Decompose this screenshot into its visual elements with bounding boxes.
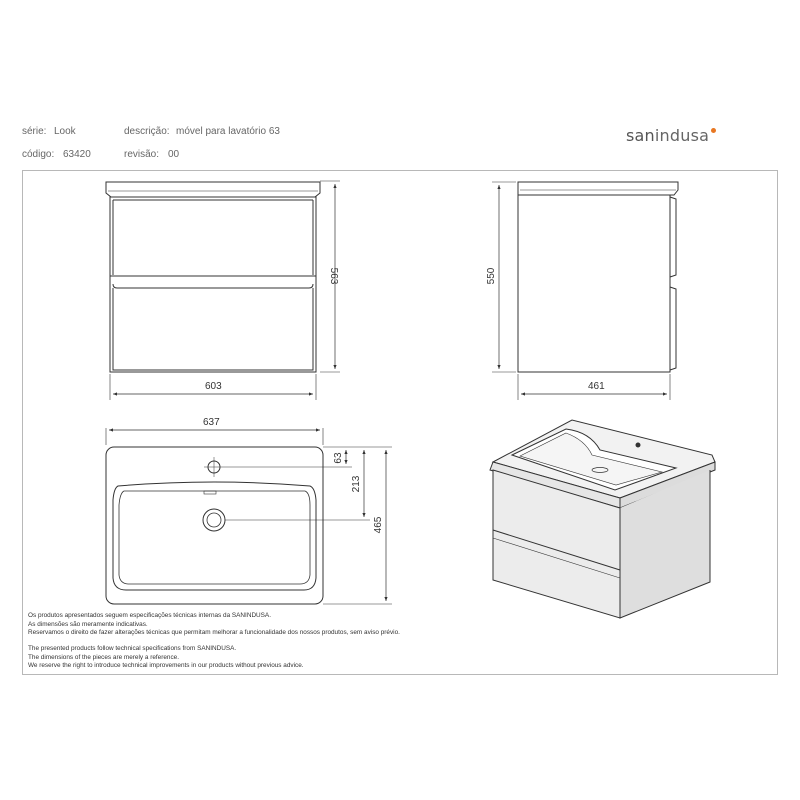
label-side-height: 550 — [486, 267, 497, 285]
note-pt-2: As dimensões são meramente indicativas. — [28, 620, 148, 628]
codigo-value: 63420 — [63, 149, 91, 160]
front-view — [106, 182, 320, 372]
note-en-1: The presented products follow technical specifications from SANINDUSA. — [28, 645, 237, 652]
notes-en — [28, 645, 304, 671]
label-top-width: 637 — [203, 417, 220, 428]
descricao-value: móvel para lavatório 63 — [176, 126, 280, 137]
label-front-width: 603 — [205, 381, 222, 392]
logo-text-a: san — [626, 126, 655, 145]
logo-text-b: indusa — [654, 126, 710, 145]
label-tap-offset: 63 — [333, 452, 344, 464]
note-pt-3: Reservamos o direito de fazer alterações técnicas que permitam melhorar a funcionalidade dos nossos produtos, sem aviso prévio. — [28, 629, 400, 637]
label-top-depth: 465 — [373, 516, 384, 534]
perspective-view — [490, 420, 715, 618]
codigo-label: código: — [22, 149, 55, 160]
label-front-height: 563 — [328, 267, 339, 285]
note-en-2: The dimensions of the pieces are merely a reference. — [28, 653, 179, 661]
serie-value: Look — [54, 126, 76, 137]
serie-label: série: — [22, 126, 47, 137]
label-side-depth: 461 — [588, 381, 605, 392]
revisao-value: 00 — [168, 149, 180, 160]
revisao-label: revisão: — [124, 149, 160, 160]
label-drain-offset: 213 — [351, 475, 362, 493]
side-view — [518, 182, 678, 372]
drain-icon — [203, 509, 225, 531]
note-en-3: We reserve the right to introduce technical improvements in our products without previous advice. — [28, 662, 304, 670]
notes-pt — [28, 612, 400, 638]
note-pt-1: Os produtos apresentados seguem especificações técnicas internas da SANINDUSA. — [28, 612, 271, 619]
top-view — [106, 447, 323, 604]
descricao-label: descrição: — [124, 126, 170, 137]
